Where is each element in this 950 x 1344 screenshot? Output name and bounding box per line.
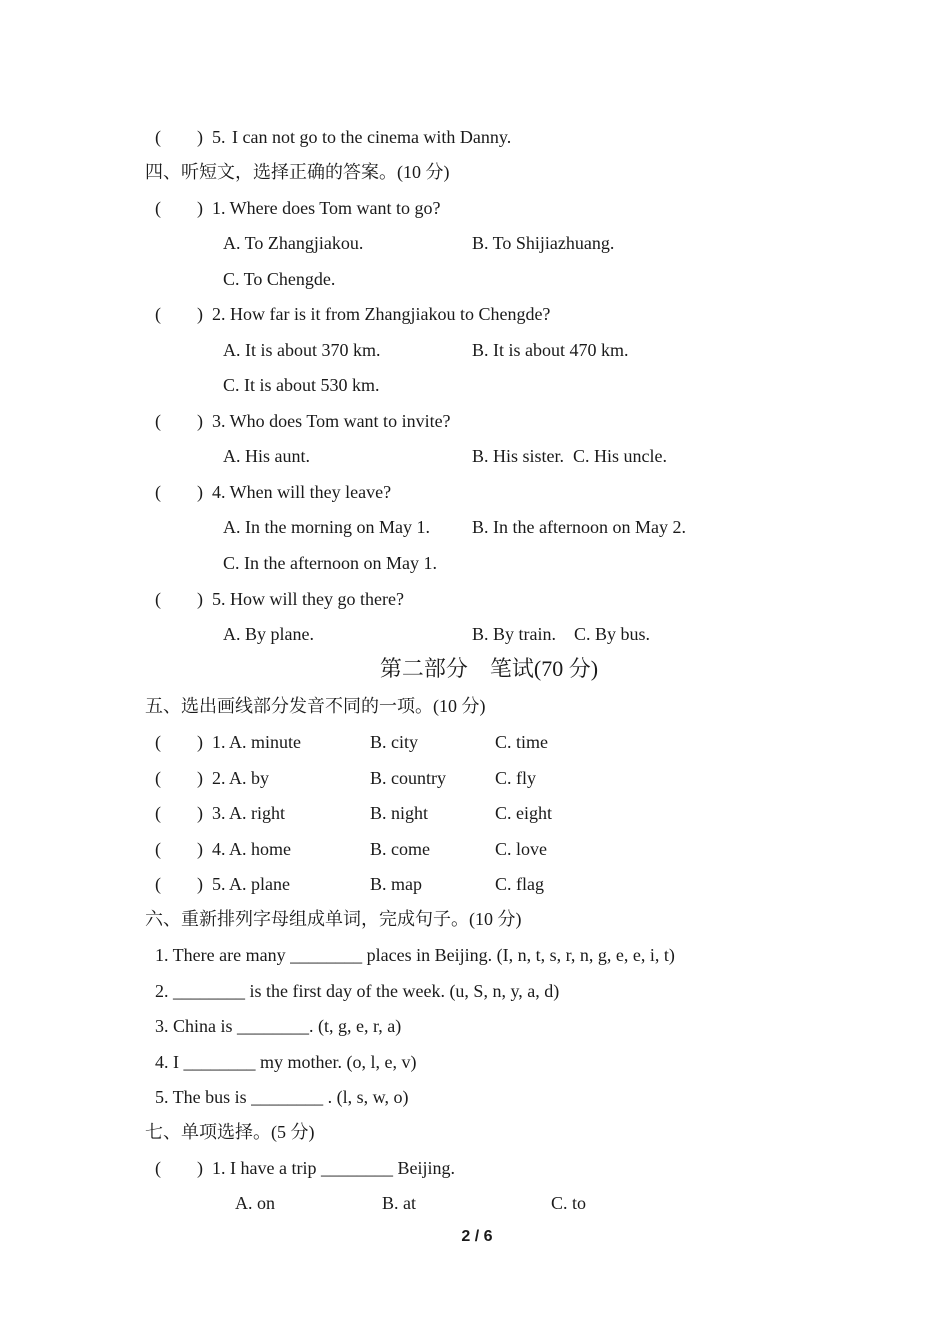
s5-row1-c: C. time xyxy=(495,732,548,752)
s4-q1-option-b: B. To Shijiazhuang. xyxy=(472,233,615,253)
s4-q2-option-c: C. It is about 530 km. xyxy=(223,375,380,395)
s4-q4-option-a: A. In the morning on May 1. xyxy=(223,517,430,537)
s6-item4: 4. I ________ my mother. (o, l, e, v) xyxy=(155,1052,417,1072)
top-item-text: I can not go to the cinema with Danny. xyxy=(232,127,512,147)
s5-row2-c: C. fly xyxy=(495,768,537,788)
answer-bracket: ( ) xyxy=(155,732,203,752)
section7-heading: 七、单项选择。(5 分) xyxy=(145,1122,315,1142)
answer-bracket: ( ) xyxy=(155,198,203,218)
s4-q3-text: 3. Who does Tom want to invite? xyxy=(212,411,451,431)
s7-q1-option-a: A. on xyxy=(235,1193,275,1213)
s4-q5-option-bc: B. By train. C. By bus. xyxy=(472,624,651,644)
part2-title: 第二部分 笔试(70 分) xyxy=(379,656,599,681)
page-number: 2 / 6 xyxy=(461,1228,493,1245)
s7-q1-option-c: C. to xyxy=(551,1193,587,1213)
s5-row4-a: 4. A. home xyxy=(212,839,291,859)
answer-bracket: ( ) xyxy=(155,768,203,788)
s5-row5-b: B. map xyxy=(370,874,422,894)
s5-row2-b: B. country xyxy=(370,768,446,788)
s4-q2-option-b: B. It is about 470 km. xyxy=(472,340,629,360)
s5-row3-c: C. eight xyxy=(495,803,552,823)
s6-item1: 1. There are many ________ places in Beijing. (I, n, t, s, r, n, g, e, e, i, t) xyxy=(155,945,675,965)
s4-q3-option-bc: B. His sister. C. His uncle. xyxy=(472,446,668,466)
s5-row1-a: 1. A. minute xyxy=(212,732,301,752)
s5-row5-c: C. flag xyxy=(495,874,544,894)
s4-q4-option-c: C. In the afternoon on May 1. xyxy=(223,553,437,573)
s7-q1-text: 1. I have a trip ________ Beijing. xyxy=(212,1158,455,1178)
s5-row3-a: 3. A. right xyxy=(212,803,286,823)
s6-item5: 5. The bus is ________ . (l, s, w, o) xyxy=(155,1087,409,1107)
s4-q1-option-a: A. To Zhangjiakou. xyxy=(223,233,364,253)
top-item-number: 5. xyxy=(212,127,226,147)
s4-q4-option-b: B. In the afternoon on May 2. xyxy=(472,517,686,537)
s5-row4-b: B. come xyxy=(370,839,430,859)
answer-bracket: ( ) xyxy=(155,482,203,502)
s4-q2-text: 2. How far is it from Zhangjiakou to Chengde? xyxy=(212,304,551,324)
section4-heading: 四、听短文，选择正确的答案。(10 分) xyxy=(145,162,450,182)
answer-bracket: ( ) xyxy=(155,127,203,147)
answer-bracket: ( ) xyxy=(155,411,203,431)
s4-q1-option-c: C. To Chengde. xyxy=(223,269,336,289)
answer-bracket: ( ) xyxy=(155,589,203,609)
s4-q3-option-a: A. His aunt. xyxy=(223,446,310,466)
s4-q4-text: 4. When will they leave? xyxy=(212,482,392,502)
s4-q1-text: 1. Where does Tom want to go? xyxy=(212,198,441,218)
section5-heading: 五、选出画线部分发音不同的一项。(10 分) xyxy=(145,696,486,716)
s5-row1-b: B. city xyxy=(370,732,418,752)
s5-row4-c: C. love xyxy=(495,839,547,859)
section6-heading: 六、重新排列字母组成单词，完成句子。(10 分) xyxy=(145,909,522,929)
s5-row2-a: 2. A. by xyxy=(212,768,270,788)
answer-bracket: ( ) xyxy=(155,839,203,859)
answer-bracket: ( ) xyxy=(155,803,203,823)
s4-q2-option-a: A. It is about 370 km. xyxy=(223,340,381,360)
answer-bracket: ( ) xyxy=(155,874,203,894)
s7-q1-option-b: B. at xyxy=(382,1193,416,1213)
s4-q5-option-a: A. By plane. xyxy=(223,624,314,644)
s4-q5-text: 5. How will they go there? xyxy=(212,589,404,609)
s5-row3-b: B. night xyxy=(370,803,429,823)
s5-row5-a: 5. A. plane xyxy=(212,874,290,894)
answer-bracket: ( ) xyxy=(155,1158,203,1178)
s6-item2: 2. ________ is the first day of the week. (u, S, n, y, a, d) xyxy=(155,981,560,1001)
answer-bracket: ( ) xyxy=(155,304,203,324)
s6-item3: 3. China is ________. (t, g, e, r, a) xyxy=(155,1016,402,1036)
